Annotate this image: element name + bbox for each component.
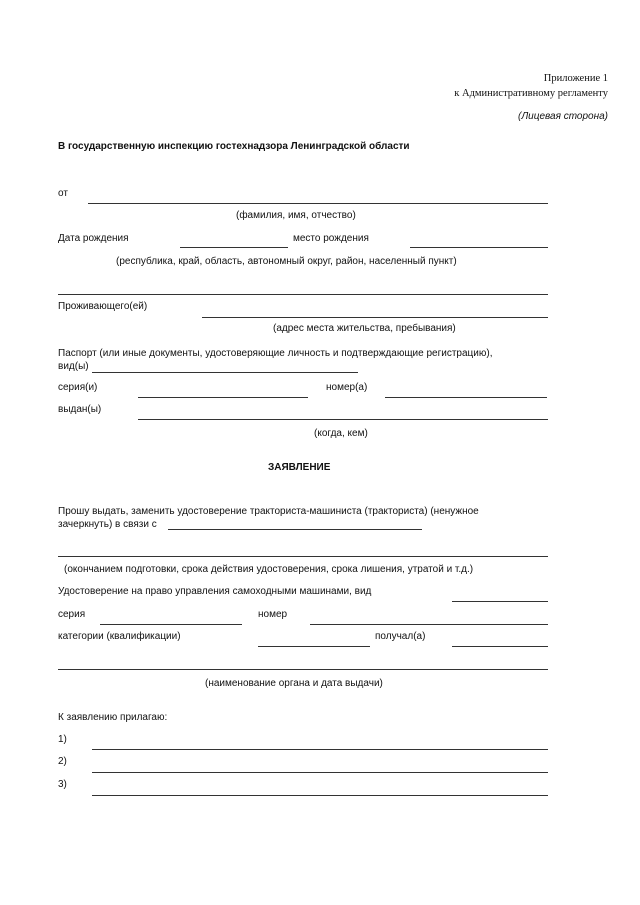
attachment-line-1[interactable]: [92, 749, 548, 750]
residing-hint: (адрес места жительства, пребывания): [273, 323, 456, 334]
license-label: Удостоверение на право управления самоходными машинами, вид: [58, 586, 372, 597]
attachment-line-2[interactable]: [92, 772, 548, 773]
fio-hint: (фамилия, имя, отчество): [236, 210, 356, 221]
series-line[interactable]: [138, 397, 308, 398]
license-number-label: номер: [258, 609, 288, 620]
received-label: получал(а): [375, 631, 426, 642]
series-label: серия(и): [58, 382, 98, 393]
number-line[interactable]: [385, 397, 547, 398]
license-series-label: серия: [58, 609, 86, 620]
passport-kind-label: вид(ы): [58, 361, 89, 372]
reason-hint: (окончанием подготовки, срока действия удостоверения, срока лишения, утратой и т.д.): [64, 564, 474, 575]
received-line[interactable]: [452, 646, 548, 647]
license-kind-line[interactable]: [452, 601, 548, 602]
reason-line-2[interactable]: [58, 556, 548, 557]
reason-line[interactable]: [168, 529, 422, 530]
birth-date-line[interactable]: [180, 247, 288, 248]
birth-date-label: Дата рождения: [58, 233, 129, 244]
attachment-item-1: 1): [58, 734, 67, 745]
birth-place-hint: (республика, край, область, автономный округ, район, населенный пункт): [116, 256, 457, 267]
appendix-label: Приложение 1: [543, 73, 608, 84]
license-series-line[interactable]: [100, 624, 242, 625]
issuer-hint: (наименование органа и дата выдачи): [205, 678, 383, 689]
passport-label: Паспорт (или иные документы, удостоверяющие личность и подтверждающие регистрацию),: [58, 348, 493, 359]
birth-place-line-2[interactable]: [58, 294, 548, 295]
from-label: от: [58, 188, 68, 199]
issued-hint: (когда, кем): [314, 428, 368, 439]
issuer-line[interactable]: [58, 669, 548, 670]
issued-label: выдан(ы): [58, 404, 102, 415]
categories-label: категории (квалификации): [58, 631, 181, 642]
attachment-line-3[interactable]: [92, 795, 548, 796]
statement-title: ЗАЯВЛЕНИЕ: [268, 462, 331, 473]
attachment-item-3: 3): [58, 779, 67, 790]
side-label: (Лицевая сторона): [517, 111, 608, 122]
attachments-title: К заявлению прилагаю:: [58, 712, 168, 723]
residing-label: Проживающего(ей): [58, 301, 148, 312]
passport-kind-line[interactable]: [92, 372, 358, 373]
attachment-item-2: 2): [58, 756, 67, 767]
residing-line[interactable]: [202, 317, 548, 318]
categories-line[interactable]: [258, 646, 370, 647]
birth-place-line[interactable]: [410, 247, 548, 248]
recipient-heading: В государственную инспекцию гостехнадзора Ленинградской области: [58, 141, 410, 152]
license-number-line[interactable]: [310, 624, 548, 625]
statement-text-2: зачеркнуть) в связи с: [58, 519, 157, 530]
birth-place-label: место рождения: [293, 233, 369, 244]
number-label: номер(а): [326, 382, 368, 393]
statement-text-1: Прошу выдать, заменить удостоверение тракториста-машиниста (тракториста) (ненужное: [58, 506, 479, 517]
regulation-label: к Административному регламенту: [454, 88, 608, 99]
issued-line[interactable]: [138, 419, 548, 420]
fio-line[interactable]: [88, 203, 548, 204]
